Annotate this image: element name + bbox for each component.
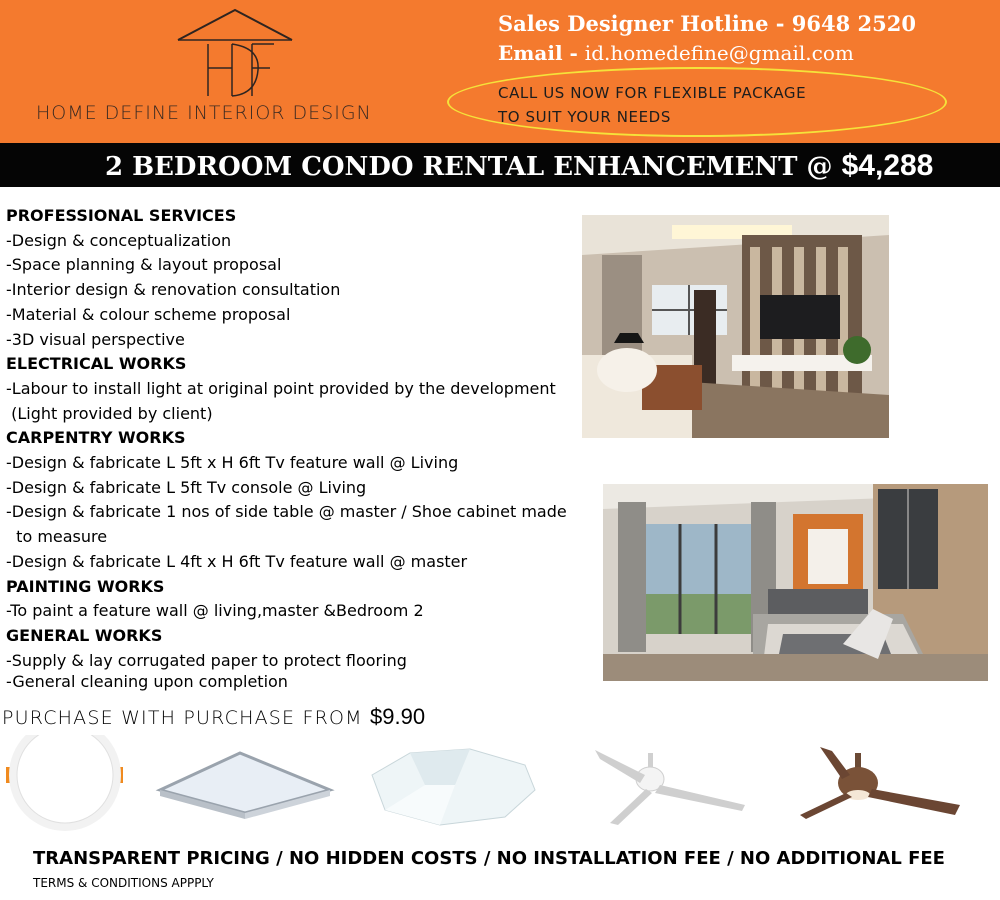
square-ceiling-light-icon <box>160 753 330 819</box>
package-title <box>105 149 933 183</box>
list-item: -Interior design & renovation consultation <box>6 280 341 300</box>
pwp-products <box>0 735 1000 835</box>
list-item: -To paint a feature wall @ living,master &Bedroom 2 <box>6 601 424 621</box>
pwp-heading <box>2 704 425 730</box>
scope-of-works <box>6 204 596 690</box>
list-item: -Design & fabricate 1 nos of side table @ master / Shoe cabinet made <box>6 502 567 522</box>
section-heading: PAINTING WORKS <box>6 576 165 596</box>
company-name: HOME DEFINE INTERIOR DESIGN <box>36 102 372 124</box>
list-item: -Supply & lay corrugated paper to protect flooring <box>6 650 407 670</box>
hotline-label: Sales Designer Hotline - <box>498 11 792 36</box>
list-item: -Space planning & layout proposal <box>6 255 282 275</box>
hotline-number[interactable]: 9648 2520 <box>791 11 916 36</box>
round-downlight-icon <box>6 735 123 831</box>
email-line <box>498 41 854 65</box>
brown-ceiling-fan-icon <box>800 747 960 819</box>
white-ceiling-fan-icon <box>595 750 745 825</box>
living-room-render <box>582 215 889 438</box>
section-heading: PROFESSIONAL SERVICES <box>6 206 237 225</box>
section-heading: ELECTRICAL WORKS <box>6 354 187 374</box>
pwp-price: $9.90 <box>370 704 426 729</box>
list-item: -Design & conceptualization <box>6 230 232 250</box>
callout-line-1: CALL US NOW FOR FLEXIBLE PACKAGE <box>498 84 807 102</box>
callout-line-2: TO SUIT YOUR NEEDS <box>498 108 671 126</box>
package-price: $4,288 <box>841 149 934 182</box>
list-item: (Light provided by client) <box>6 403 213 423</box>
list-item: -Labour to install light at original point provided by the development <box>6 378 556 398</box>
faceted-ceiling-light-icon <box>372 749 535 825</box>
sales-hotline <box>498 11 916 36</box>
email-label: Email - <box>498 41 585 65</box>
section-heading: CARPENTRY WORKS <box>6 428 186 448</box>
list-item: -Material & colour scheme proposal <box>6 304 291 324</box>
list-item: -Design & fabricate L 4ft x H 6ft Tv feature wall @ master <box>6 551 468 571</box>
list-item: -3D visual perspective <box>6 329 185 349</box>
email-address[interactable]: id.homedefine@gmail.com <box>584 41 854 65</box>
list-item: -Design & fabricate L 5ft x H 6ft Tv feature wall @ Living <box>6 453 459 473</box>
list-item: to measure <box>6 527 108 547</box>
bedroom-render <box>603 484 988 681</box>
section-heading: GENERAL WORKS <box>6 625 163 645</box>
pwp-label: PURCHASE WITH PURCHASE FROM <box>2 707 370 729</box>
pricing-tagline: TRANSPARENT PRICING / NO HIDDEN COSTS / NO INSTALLATION FEE / NO ADDITIONAL FEE <box>33 848 945 869</box>
home-define-logo <box>170 8 300 100</box>
package-title-text: 2 BEDROOM CONDO RENTAL ENHANCEMENT @ <box>105 152 842 182</box>
terms-note: TERMS & CONDITIONS APPPLY <box>33 876 214 890</box>
list-item: -General cleaning upon completion <box>6 672 288 692</box>
list-item: -Design & fabricate L 5ft Tv console @ Living <box>6 477 367 497</box>
call-us-callout <box>498 81 806 129</box>
